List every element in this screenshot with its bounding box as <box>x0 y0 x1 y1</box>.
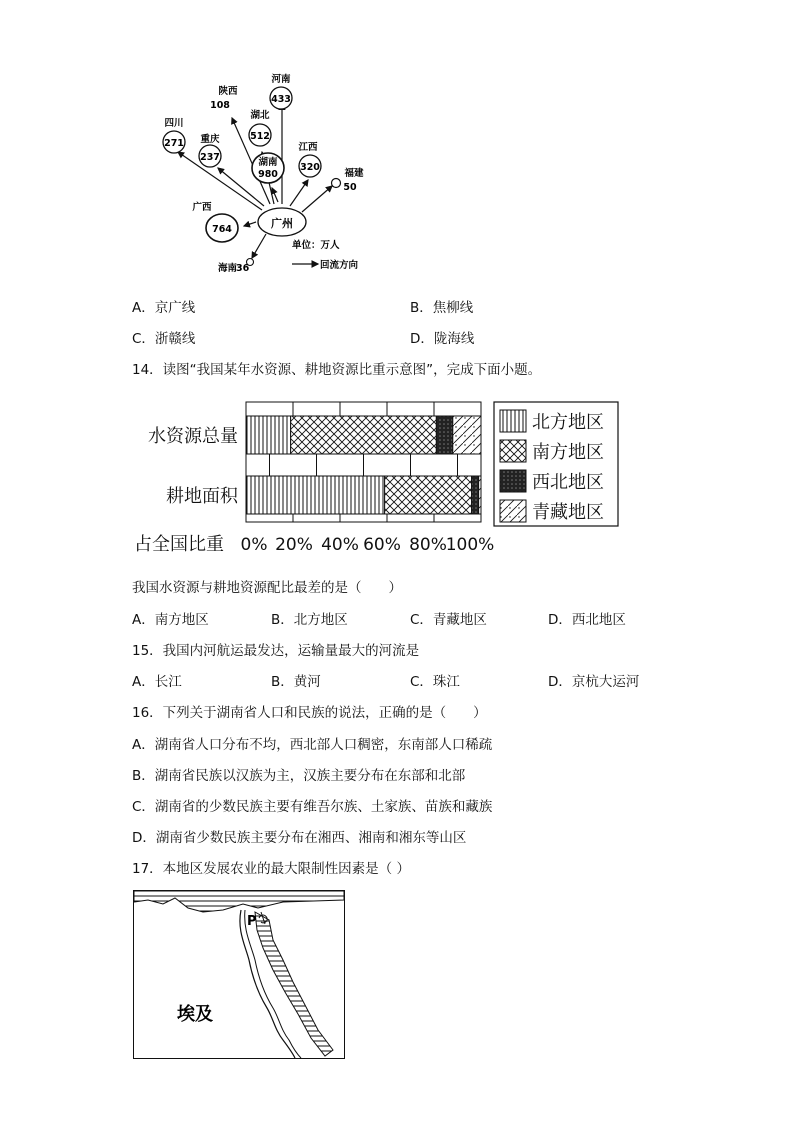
q16-option-a[interactable]: A．湖南省人口分布不均，西北部人口稠密，东南部人口稀疏 <box>132 737 493 753</box>
q14-option-c[interactable]: C．青藏地区 <box>410 612 487 628</box>
bar-segment-1-1 <box>385 476 472 514</box>
node-value: 271 <box>164 138 184 149</box>
node-name: 海南 <box>218 263 238 274</box>
legend-swatch <box>500 440 526 462</box>
bar-segment-0-3 <box>453 416 481 454</box>
legend-label: 青藏地区 <box>532 502 604 523</box>
unit-label: 单位：万人 <box>292 240 340 251</box>
q17-stem: 17．本地区发展农业的最大限制性因素是（ ） <box>132 861 410 877</box>
legend-label: 北方地区 <box>532 412 604 433</box>
q13-option-d[interactable]: D．陇海线 <box>410 331 475 347</box>
country-label: 埃及 <box>177 1004 213 1025</box>
q16-option-b[interactable]: B．湖南省民族以汉族为主，汉族主要分布在东部和北部 <box>132 768 466 784</box>
node-value: 433 <box>271 94 291 105</box>
arrow-legend-label: 回流方向 <box>320 260 359 271</box>
node-value: 764 <box>212 224 232 235</box>
point-p-label: P <box>247 914 257 929</box>
category-label: 耕地面积 <box>166 486 238 507</box>
bar-segment-0-0 <box>246 416 291 454</box>
bar-segment-1-0 <box>246 476 385 514</box>
x-axis-title: 占全国比重 <box>134 534 224 555</box>
q13-option-c[interactable]: C．浙赣线 <box>132 331 196 347</box>
q15-stem: 15．我国内河航运最发达，运输量最大的河流是 <box>132 643 420 659</box>
node-value: 36 <box>236 263 250 274</box>
node-name: 湖南 <box>258 157 278 168</box>
node-name: 四川 <box>164 118 184 129</box>
q16-option-d[interactable]: D．湖南省少数民族主要分布在湘西、湘南和湘东等山区 <box>132 830 467 846</box>
bar-segment-1-3 <box>479 476 481 514</box>
node-value: 320 <box>300 162 320 173</box>
node-value: 108 <box>210 100 230 111</box>
population-flow-map <box>150 70 380 280</box>
q14-option-b[interactable]: B．北方地区 <box>271 612 348 628</box>
node-name: 陕西 <box>218 86 238 97</box>
legend-swatch <box>500 500 526 522</box>
bar-segment-1-2 <box>472 476 479 514</box>
resource-share-chart <box>130 398 630 558</box>
node-value: 237 <box>200 152 220 163</box>
legend-label: 西北地区 <box>532 472 604 493</box>
x-tick-label: 0% <box>240 535 268 555</box>
x-tick-label: 100% <box>445 535 495 555</box>
q14-stem: 14．读图“我国某年水资源、耕地资源比重示意图”，完成下面小题。 <box>132 362 542 378</box>
node-name: 重庆 <box>200 134 220 145</box>
q15-option-d[interactable]: D．京杭大运河 <box>548 674 640 690</box>
legend-swatch <box>500 470 526 492</box>
bar-segment-0-2 <box>436 416 452 454</box>
legend-label: 南方地区 <box>532 442 604 463</box>
q16-stem: 16．下列关于湖南省人口和民族的说法，正确的是（ ） <box>132 705 487 721</box>
bar-segment-0-1 <box>291 416 437 454</box>
x-tick-label: 80% <box>409 535 447 555</box>
node-value: 980 <box>258 169 278 180</box>
category-label: 水资源总量 <box>148 426 238 447</box>
x-tick-label: 40% <box>321 535 359 555</box>
node-name: 广西 <box>192 202 212 213</box>
q15-option-b[interactable]: B．黄河 <box>271 674 321 690</box>
node-name: 河南 <box>271 74 291 85</box>
q15-option-c[interactable]: C．珠江 <box>410 674 460 690</box>
q13-option-b[interactable]: B．焦柳线 <box>410 300 474 316</box>
q15-option-a[interactable]: A．长江 <box>132 674 182 690</box>
egypt-map <box>133 890 345 1060</box>
q14-question: 我国水资源与耕地资源配比最差的是（ ） <box>132 580 402 596</box>
legend-swatch <box>500 410 526 432</box>
node-value: 50 <box>343 182 357 193</box>
q16-option-c[interactable]: C．湖南省的少数民族主要有维吾尔族、土家族、苗族和藏族 <box>132 799 493 815</box>
q14-option-d[interactable]: D．西北地区 <box>548 612 626 628</box>
node-name: 湖北 <box>250 110 270 121</box>
q14-option-a[interactable]: A．南方地区 <box>132 612 209 628</box>
node-value: 512 <box>250 131 270 142</box>
hub-label: 广州 <box>271 217 293 230</box>
node-name: 江西 <box>298 142 318 153</box>
x-tick-label: 20% <box>275 535 313 555</box>
q13-option-a[interactable]: A．京广线 <box>132 300 196 316</box>
x-tick-label: 60% <box>363 535 401 555</box>
node-name: 福建 <box>344 168 364 179</box>
